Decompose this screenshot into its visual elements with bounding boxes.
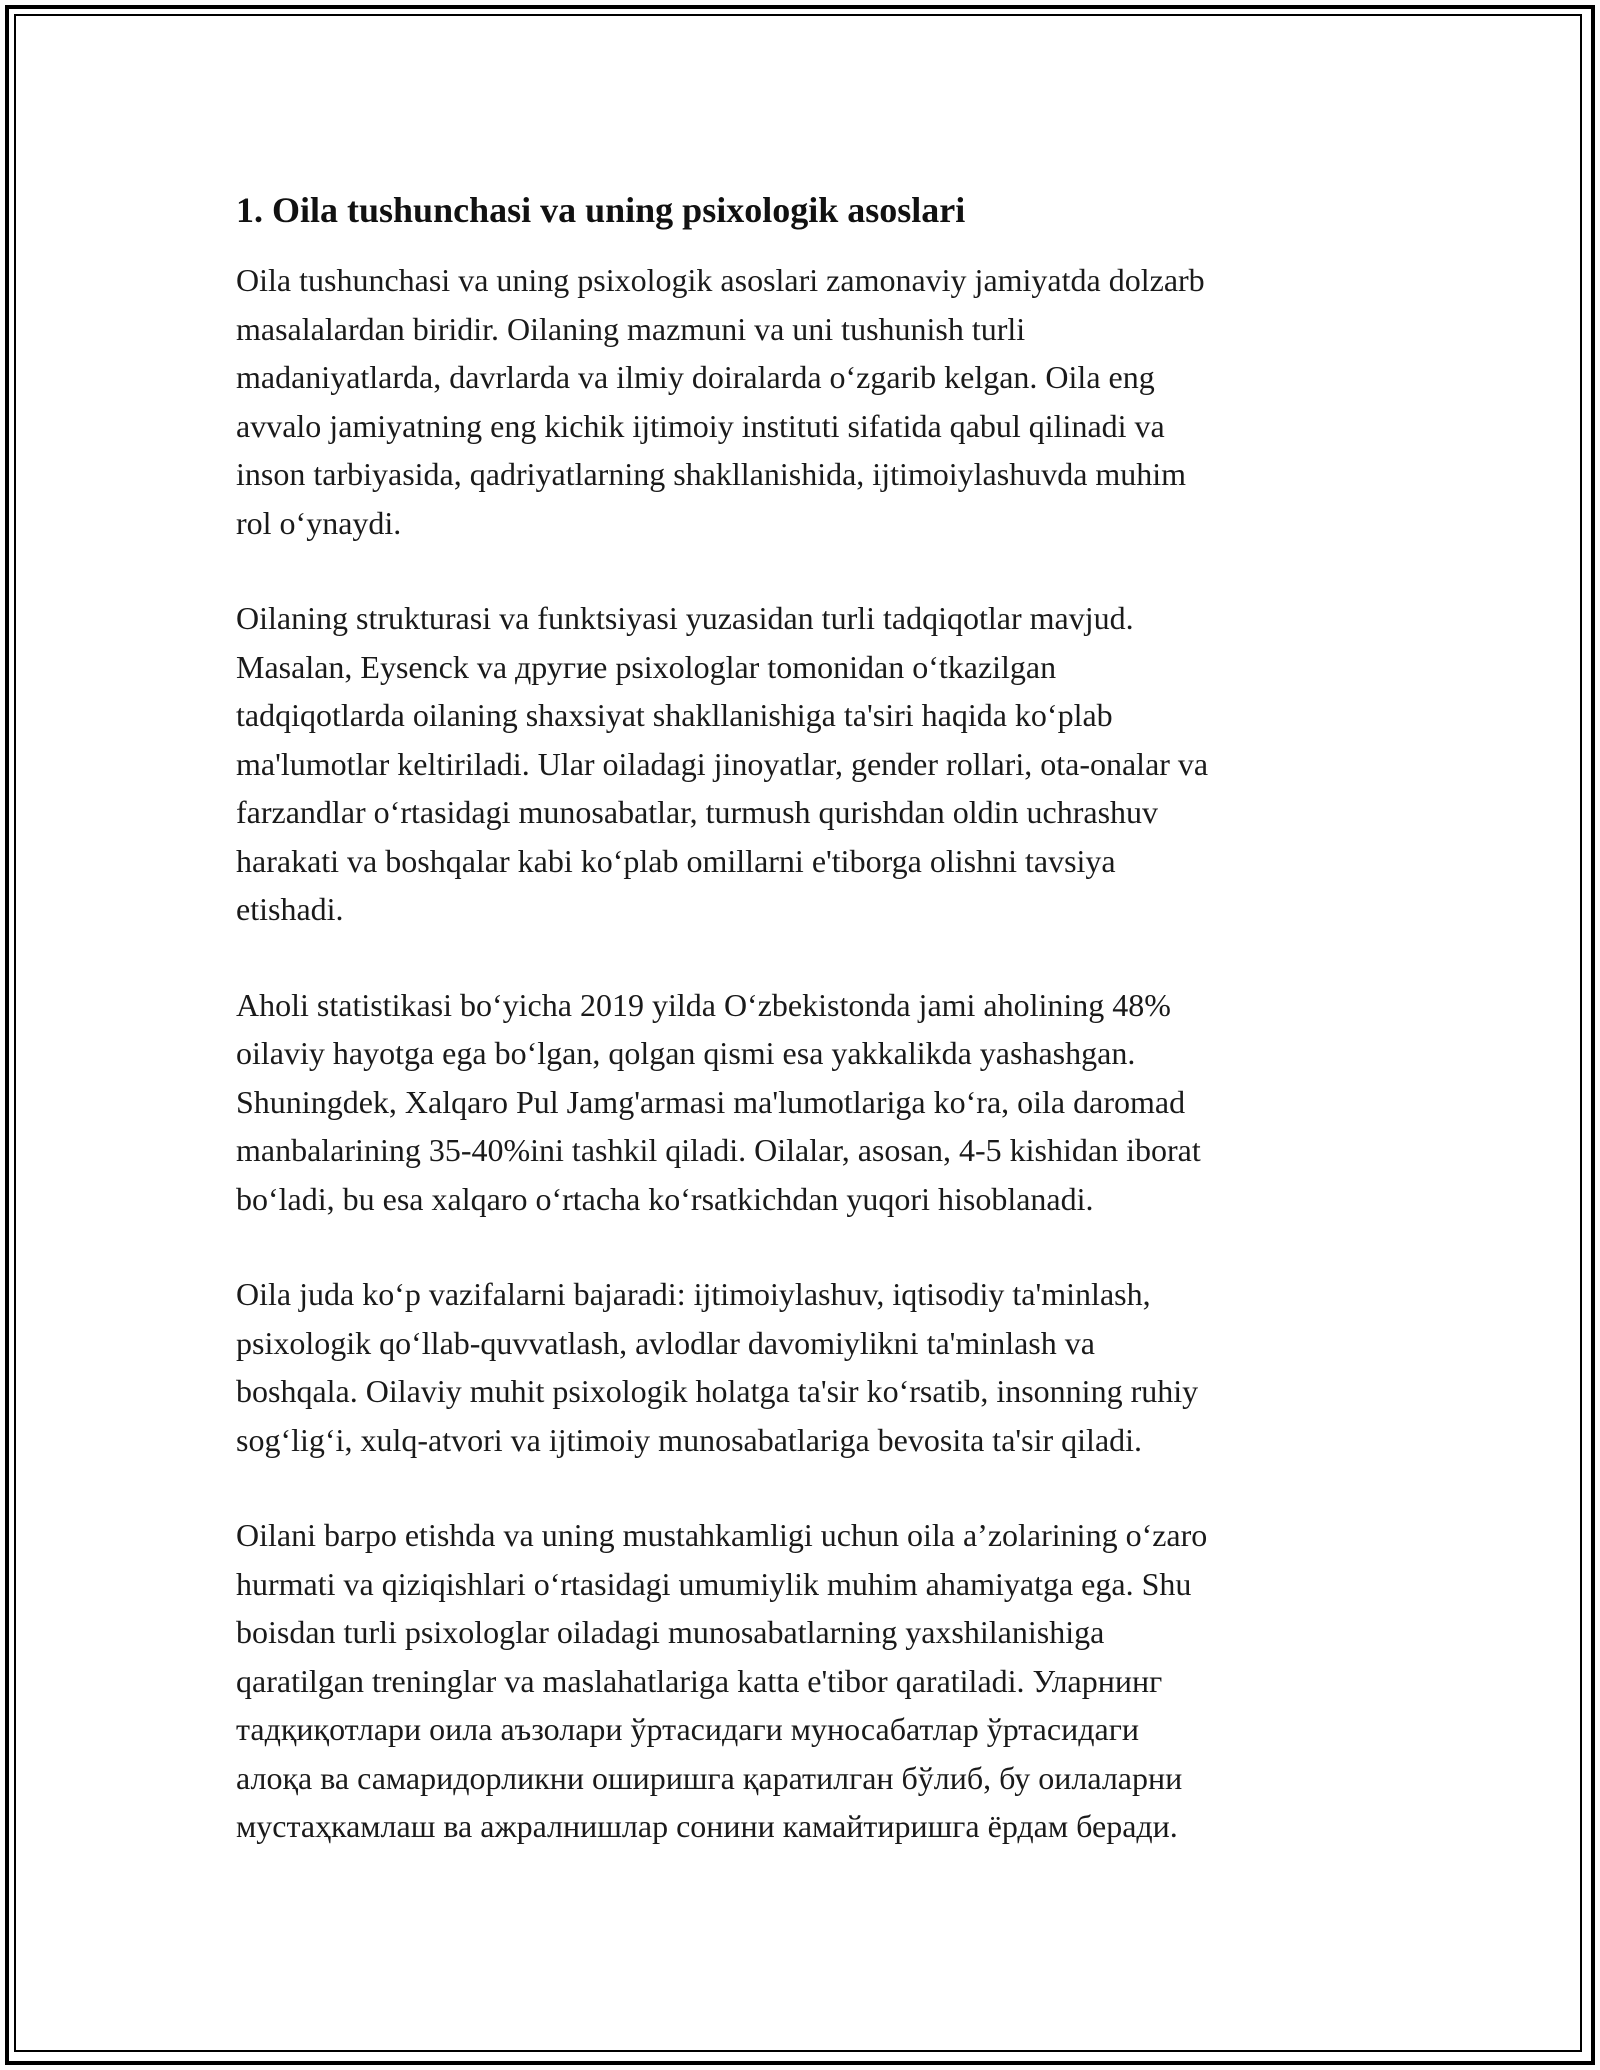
paragraph-line: qaratilgan treninglar va maslahatlariga katta e'tibor qaratiladi. Уларнинг [236, 1662, 1163, 1699]
document-body [236, 186, 1376, 1898]
paragraph-line: avvalo jamiyatning eng kichik ijtimoiy instituti sifatida qabul qilinadi va [236, 407, 1165, 444]
paragraph-line: madaniyatlarda, davrlarda va ilmiy doiralarda oʻzgarib kelgan. Oila eng [236, 359, 1155, 395]
paragraph-line: tadqiqotlarda oilaning shaxsiyat shakllanishiga ta'siri haqida koʻplab [236, 697, 1113, 733]
paragraph-line: etishadi. [236, 891, 344, 927]
paragraph-line: мустаҳкамлаш ва ажралнишлар сонини камайтиришга ёрдам беради. [236, 1808, 1178, 1844]
paragraph-line: farzandlar oʻrtasidagi munosabatlar, turmush qurishdan oldin uchrashuv [236, 794, 1159, 830]
paragraph-line: алоқа ва самаридорликни оширишга қаратилган бўлиб, бу оилаларни [236, 1759, 1183, 1796]
paragraph-line: harakati va boshqalar kabi koʻplab omillarni e'tiborga olishni tavsiya [236, 842, 1116, 879]
paragraph-line: manbalarining 35-40%ini tashkil qiladi. Oilalar, asosan, 4-5 kishidan iborat [236, 1132, 1201, 1168]
paragraph-line: Masalan, Eysenck va другие psixologlar tomonidan oʻtkazilgan [236, 648, 1057, 685]
paragraph-line: Aholi statistikasi boʻyicha 2019 yilda Oʻzbekistonda jami aholining 48% [236, 986, 1171, 1023]
paragraph-line: Oila tushunchasi va uning psixologik asoslari zamonaviy jamiyatda dolzarb [236, 262, 1205, 298]
paragraph-line: Oilaning strukturasi va funktsiyasi yuzasidan turli tadqiqotlar mavjud. [236, 600, 1134, 636]
paragraphs-container [236, 256, 1376, 1851]
paragraph-line: boisdan turli psixologlar oiladagi munosabatlarning yaxshilanishiga [236, 1614, 1105, 1650]
paragraph-line: oilaviy hayotga ega boʻlgan, qolgan qismi esa yakkalikda yashashgan. [236, 1035, 1136, 1071]
paragraph-line: hurmati va qiziqishlari oʻrtasidagi umumiylik muhim ahamiyatga ega. Shu [236, 1565, 1192, 1602]
paragraph-line: Oilani barpo etishda va uning mustahkamligi uchun oila a’zolarining oʻzaro [236, 1517, 1208, 1553]
paragraph-line: rol oʻynaydi. [236, 504, 402, 541]
paragraph-3 [236, 981, 1376, 1224]
paragraph-line: inson tarbiyasida, qadriyatlarning shakllanishida, ijtimoiylashuvda muhim [236, 456, 1187, 492]
paragraph-4 [236, 1270, 1376, 1464]
paragraph-line: sogʻligʻi, xulq-atvori va ijtimoiy munosabatlariga bevosita ta'sir qiladi. [236, 1421, 1143, 1458]
paragraph-line: тадқиқотлари оила аъзолари ўртасидаги муносабатлар ўртасидаги [236, 1711, 1139, 1747]
paragraph-line: masalalardan biridir. Oilaning mazmuni va uni tushunish turli [236, 310, 1026, 347]
paragraph-line: boshqala. Oilaviy muhit psixologik holatga ta'sir koʻrsatib, insonning ruhiy [236, 1373, 1199, 1409]
section-heading: 1. Oila tushunchasi va uning psixologik asoslari [236, 190, 966, 230]
paragraph-line: ma'lumotlar keltiriladi. Ular oiladagi jinoyatlar, gender rollari, ota-onalar va [236, 745, 1209, 782]
paragraph-5 [236, 1511, 1376, 1851]
paragraph-line: Shuningdek, Xalqaro Pul Jamg'armasi ma'lumotlariga koʻra, oila daromad [236, 1083, 1186, 1120]
paragraph-2 [236, 594, 1376, 934]
paragraph-line: Oila juda koʻp vazifalarni bajaradi: ijtimoiylashuv, iqtisodiy ta'minlash, [236, 1276, 1151, 1312]
paragraph-1 [236, 256, 1376, 547]
paragraph-line: boʻladi, bu esa xalqaro oʻrtacha koʻrsatkichdan yuqori hisoblanadi. [236, 1180, 1094, 1217]
paragraph-line: psixologik qoʻllab-quvvatlash, avlodlar davomiylikni ta'minlash va [236, 1324, 1095, 1361]
